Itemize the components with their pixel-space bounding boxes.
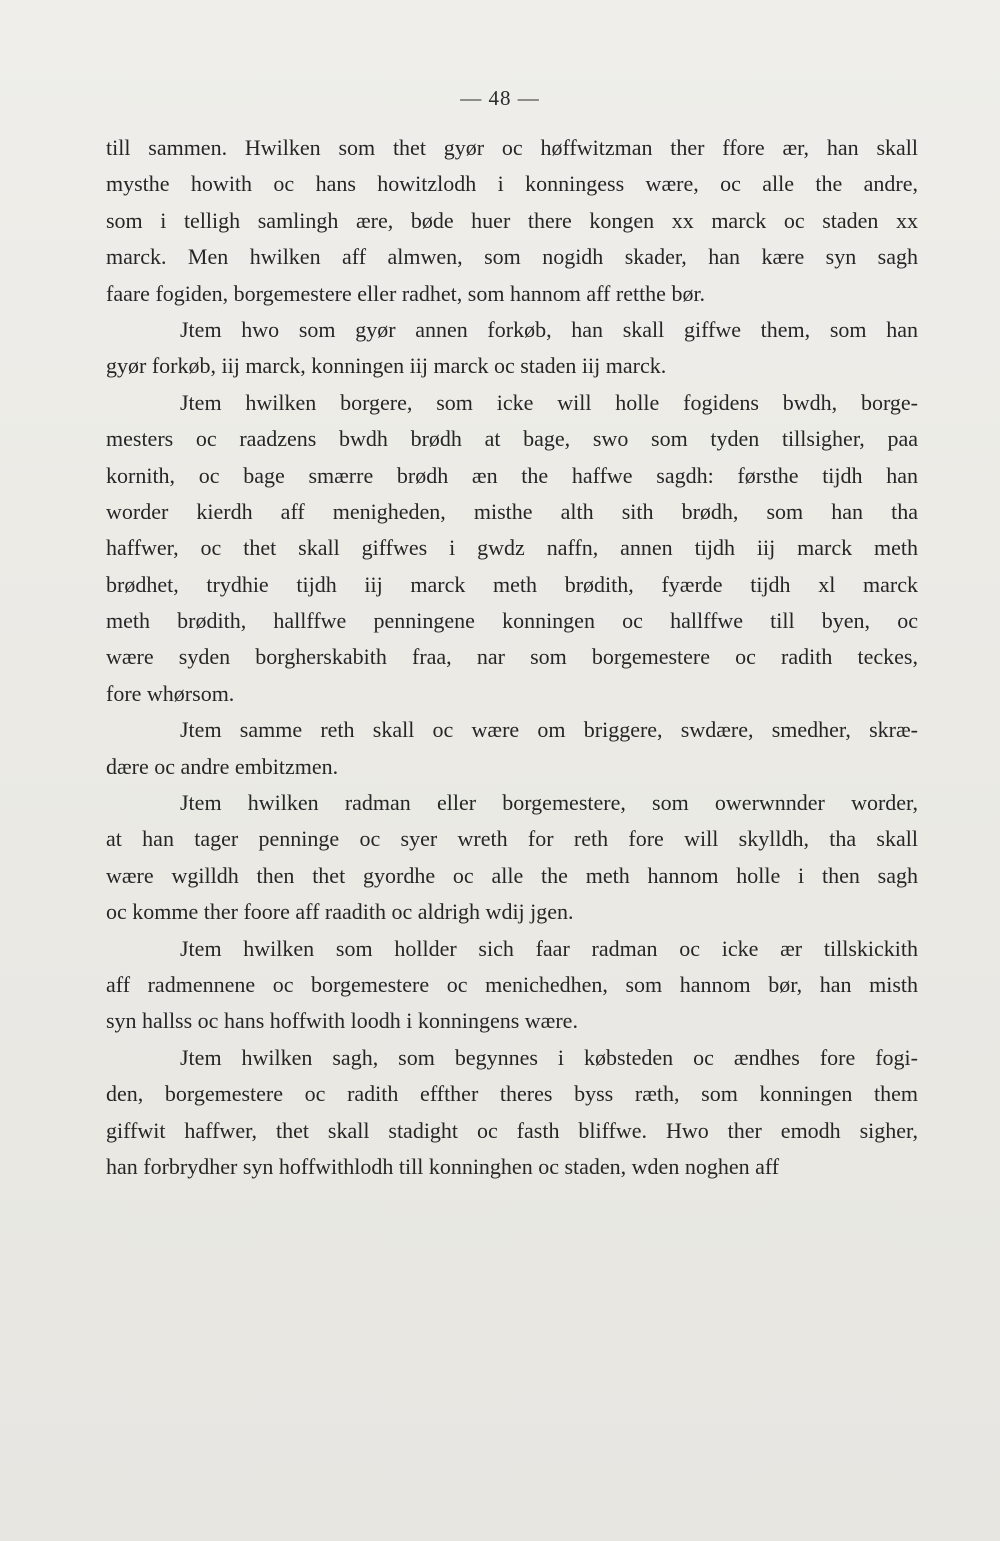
text-line: gyør forkøb, iij marck, konningen iij marck oc staden iij marck.	[106, 353, 667, 379]
paragraph	[106, 712, 918, 785]
text-line: faare fogiden, borgemestere eller radhet, som hannom aff retthe bør.	[106, 280, 706, 306]
text-line: marck. Men hwilken aff almwen, som nogidh skader, han kære syn sagh	[106, 244, 918, 270]
text-line: oc komme ther foore aff raadith oc aldrigh wdij jgen.	[106, 899, 574, 925]
text-line: Jtem hwo som gyør annen forkøb, han skall giffwe them, som han	[180, 316, 918, 342]
text-line: Jtem hwilken borgere, som icke will holle fogidens bwdh, borge-	[180, 389, 918, 415]
text-line: giffwit haffwer, thet skall stadight oc fasth bliffwe. Hwo ther emodh sigher,	[106, 1117, 918, 1143]
text-line: mysthe howith oc hans howitzlodh i konningess wære, oc alle the andre,	[106, 171, 918, 197]
paragraph	[106, 931, 918, 1040]
paragraph	[106, 130, 918, 312]
text-line: Jtem hwilken sagh, som begynnes i købsteden oc ændhes fore fogi-	[180, 1044, 918, 1070]
text-line: aff radmennene oc borgemestere oc menichedhen, som hannom bør, han misth	[106, 971, 918, 997]
text-line: brødhet, trydhie tijdh iij marck meth brødith, fyærde tijdh xl marck	[106, 571, 918, 597]
text-line: wære wgilldh then thet gyordhe oc alle the meth hannom holle i then sagh	[106, 862, 918, 888]
text-line: till sammen. Hwilken som thet gyør oc høffwitzman ther ffore ær, han skall	[106, 135, 918, 160]
text-line: Jtem hwilken som hollder sich faar radman oc icke ær tillskickith	[180, 935, 918, 961]
text-line: Jtem hwilken radman eller borgemestere, som owerwnnder worder,	[180, 790, 918, 816]
body-text	[106, 130, 918, 1185]
text-line: kornith, oc bage smærre brødh æn the haffwe sagdh: førsthe tijdh han	[106, 462, 918, 488]
paragraph	[106, 1040, 918, 1186]
text-line: fore whørsom.	[106, 680, 235, 706]
text-line: den, borgemestere oc radith effther theres byss ræth, som konningen them	[106, 1081, 918, 1107]
text-line: meth brødith, hallffwe penningene konningen oc hallffwe till byen, oc	[106, 608, 918, 634]
paragraph	[106, 785, 918, 931]
page-number: — 48 —	[460, 86, 540, 110]
text-line: wære syden borgherskabith fraa, nar som borgemestere oc radith teckes,	[106, 644, 918, 670]
text-line: worder kierdh aff menigheden, misthe alth sith brødh, som han tha	[106, 498, 918, 524]
text-line: dære oc andre embitzmen.	[106, 753, 339, 779]
text-line: mesters oc raadzens bwdh brødh at bage, swo som tyden tillsigher, paa	[106, 426, 918, 452]
text-line: at han tager penninge oc syer wreth for reth fore will skylldh, tha skall	[106, 826, 918, 852]
text-line: han forbrydher syn hoffwithlodh till konninghen oc staden, wden noghen aff	[106, 1153, 780, 1179]
paragraph	[106, 312, 918, 385]
paragraph	[106, 385, 918, 713]
text-line: syn hallss oc hans hoffwith loodh i konningens wære.	[106, 1008, 578, 1034]
text-line: som i telligh samlingh ære, bøde huer there kongen xx marck oc staden xx	[106, 207, 918, 233]
text-line: Jtem samme reth skall oc wære om briggere, swdære, smedher, skræ-	[180, 717, 918, 743]
text-line: haffwer, oc thet skall giffwes i gwdz naffn, annen tijdh iij marck meth	[106, 535, 918, 561]
